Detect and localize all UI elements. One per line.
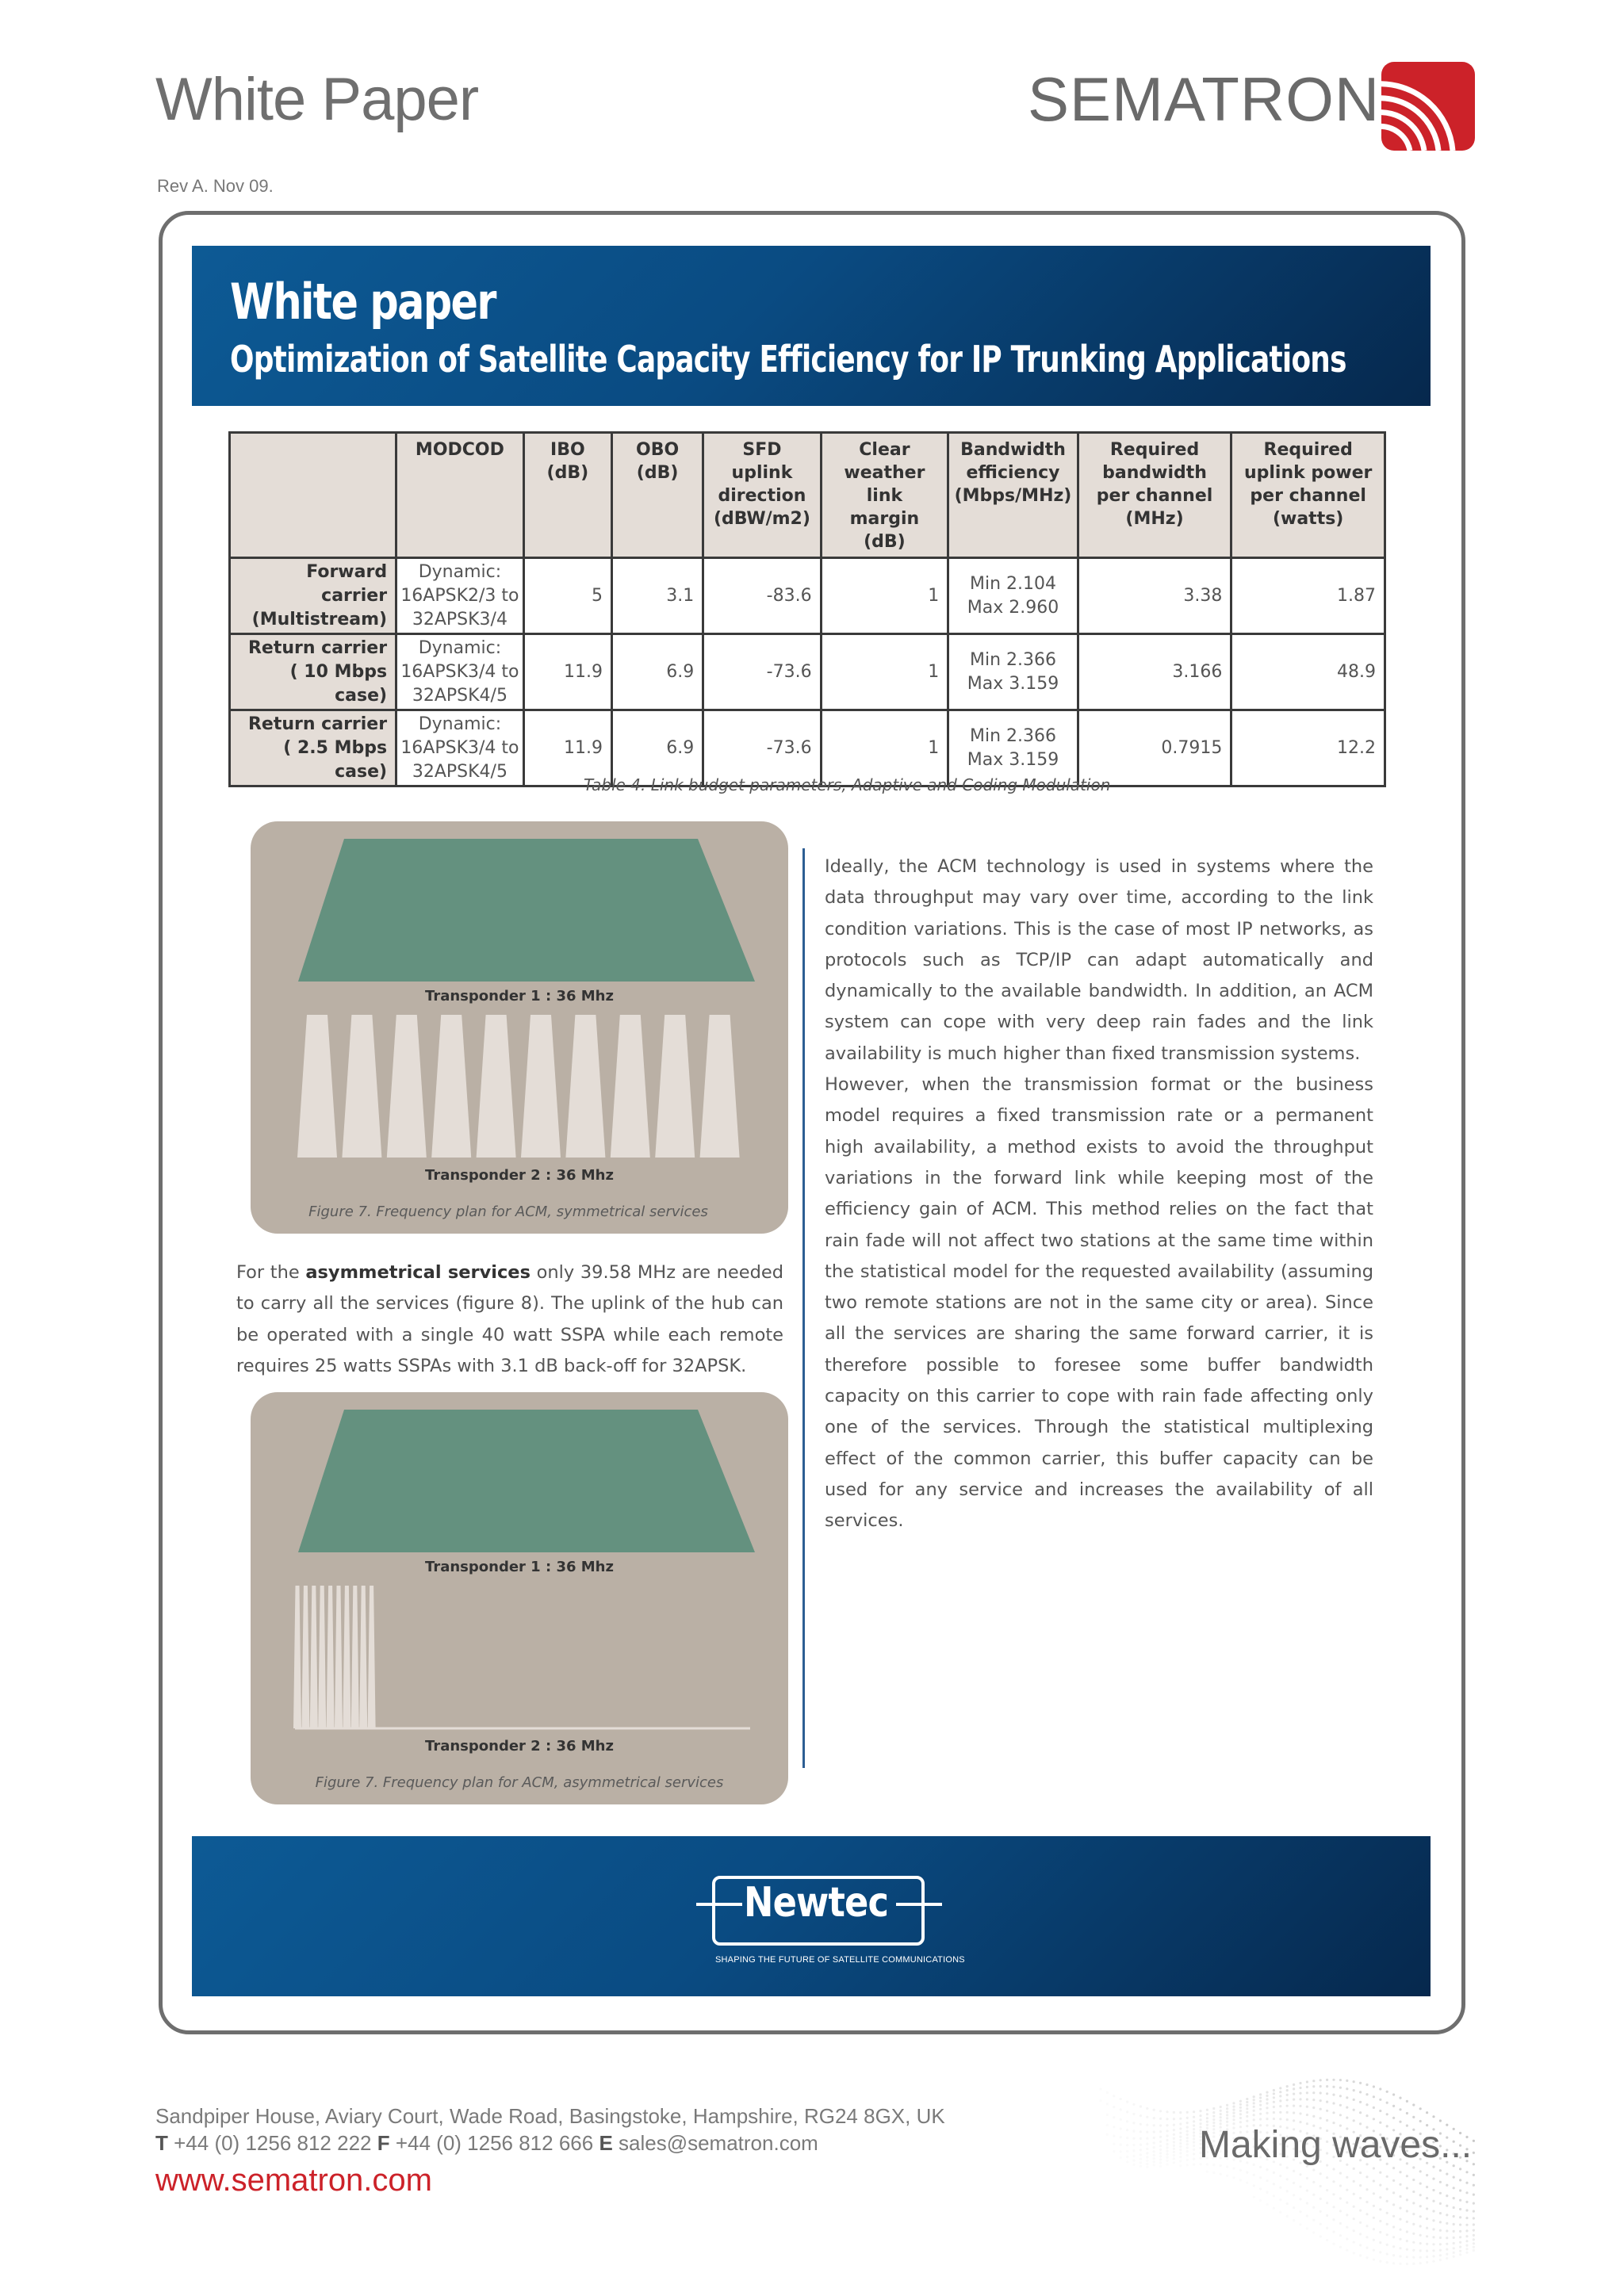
carrier-shape: [368, 1586, 376, 1728]
carrier-shape: [293, 1586, 301, 1728]
table-cell-ibo: 5: [523, 558, 611, 634]
table-cell-label: Forward carrier (Multistream): [230, 558, 396, 634]
column-header: Required uplink power per channel (watts): [1231, 433, 1385, 558]
transponder-1-shape: [298, 1410, 755, 1552]
column-header: IBO (dB): [523, 433, 611, 558]
figure-asymmetrical: [251, 1392, 788, 1804]
contact-line: [155, 2131, 818, 2156]
carrier-shape: [565, 1015, 605, 1158]
transponder-1-label: Transponder 1 : 36 Mhz: [425, 988, 614, 1004]
table-row: [230, 634, 1385, 710]
banner-title: White paper: [230, 273, 496, 331]
paragraph-text: However, when the transmission format or the business model requires a fixed transmission rate or a permanent high availability, a method exists to avoid the throughput variations in the forward link while keeping most of the efficiency gain of ACM. This method relies on the fact that rain fade will not affect two stations at the same time within the statistical model for the requested availability (assuming two remote stations are not in the same city or area). Since all the services are sharing the same forward carrier, it is therefore possible to foresee some buffer bandwidth capacity on this carrier to cope with rain fade affecting only one of the services. Through the statistical multiplexing effect of the common carrier, this buffer capacity can be used for any service and increases the availability of all services.: [825, 1074, 1373, 1532]
telephone-number: +44 (0) 1256 812 222: [167, 2131, 377, 2155]
paragraph-text: only 39.58 MHz are needed to carry all the services (figure 8). The uplink of the hub can be operated with a single 40 watt SSPA while each remote requires 25 watts SSPAs with 3.1 dB back-off for 32APSK.: [236, 1262, 783, 1376]
table-cell-obo: 6.9: [611, 710, 703, 786]
transponder-2-label: Transponder 2 : 36 Mhz: [425, 1738, 614, 1755]
table-cell-modcod: Dynamic: 16APSK3/4 to 32APSK4/5: [396, 634, 524, 710]
sematron-logo-icon: [1381, 62, 1475, 151]
carrier-shape: [521, 1015, 561, 1158]
sponsor-banner: [192, 1836, 1431, 1996]
slogan: Making waves...: [1199, 2124, 1473, 2166]
figure-symmetrical: [251, 821, 788, 1234]
fax-number: +44 (0) 1256 812 666: [389, 2131, 599, 2155]
telephone-label: T: [155, 2131, 168, 2155]
figure-caption: Figure 7. Frequency plan for ACM, asymmetrical services: [315, 1774, 724, 1791]
carrier-shape: [335, 1586, 343, 1728]
email-link[interactable]: sales@sematron.com: [612, 2131, 818, 2155]
table-cell-sfd: -83.6: [703, 558, 821, 634]
table-header-row: [230, 433, 1385, 558]
acm-paragraph: [825, 851, 1373, 1537]
carrier-shape: [342, 1015, 381, 1158]
table-cell-sfd: -73.6: [703, 710, 821, 786]
column-divider: [802, 848, 805, 1768]
table-row: [230, 558, 1385, 634]
table-cell-power: 48.9: [1231, 634, 1385, 710]
newtec-logo-text: Newtec: [744, 1879, 889, 1927]
table-cell-margin: 1: [821, 558, 948, 634]
table-cell-efficiency: Min 2.104 Max 2.960: [948, 558, 1078, 634]
table-cell-margin: 1: [821, 710, 948, 786]
table-cell-margin: 1: [821, 634, 948, 710]
carrier-shape: [700, 1015, 740, 1158]
table-cell-modcod: Dynamic: 16APSK2/3 to 32APSK3/4: [396, 558, 524, 634]
transponder-2-label: Transponder 2 : 36 Mhz: [425, 1167, 614, 1184]
title-banner: [192, 246, 1431, 406]
table-cell-efficiency: Min 2.366 Max 3.159: [948, 634, 1078, 710]
carrier-shape: [431, 1015, 471, 1158]
carrier-shape: [327, 1586, 335, 1728]
column-header: Required bandwidth per channel (MHz): [1078, 433, 1231, 558]
paragraph-text: Ideally, the ACM technology is used in systems where the data throughput may vary over time, according to the link condition variations. This is the case of most IP networks, as protocols such as TCP/IP can adapt automatically and dynamically to the available bandwidth. In addition, an ACM system can cope with very deep rain fades and the link availability is much higher than fixed transmission systems.: [825, 856, 1373, 1064]
fax-label: F: [377, 2131, 390, 2155]
link-budget-table: [228, 431, 1386, 787]
table-cell-obo: 6.9: [611, 634, 703, 710]
revision-label: Rev A. Nov 09.: [157, 176, 274, 196]
paragraph-bold-term: asymmetrical services: [305, 1262, 530, 1283]
carrier-shape: [310, 1586, 318, 1728]
column-header: SFD uplink direction (dBW/m2): [703, 433, 821, 558]
carrier-shape: [297, 1015, 337, 1158]
company-address: Sandpiper House, Aviary Court, Wade Road, Basingstoke, Hampshire, RG24 8GX, UK: [155, 2104, 945, 2128]
carrier-shape: [343, 1586, 350, 1728]
carrier-shape: [359, 1586, 367, 1728]
carrier-group: [297, 1015, 740, 1158]
column-header: [230, 433, 396, 558]
carrier-shape: [301, 1586, 309, 1728]
table-cell-power: 12.2: [1231, 710, 1385, 786]
table-cell-obo: 3.1: [611, 558, 703, 634]
column-header: Clear weather link margin (dB): [821, 433, 948, 558]
carrier-shape: [318, 1586, 326, 1728]
transponder-1-label: Transponder 1 : 36 Mhz: [425, 1559, 614, 1575]
document-header-title: White Paper: [155, 66, 479, 133]
table-cell-ibo: 11.9: [523, 634, 611, 710]
carrier-group: [293, 1586, 376, 1728]
carrier-shape: [655, 1015, 695, 1158]
table-cell-label: Return carrier ( 10 Mbps case): [230, 634, 396, 710]
website-link[interactable]: www.sematron.com: [155, 2163, 432, 2198]
table-cell-label: Return carrier ( 2.5 Mbps case): [230, 710, 396, 786]
email-label: E: [599, 2131, 613, 2155]
figure-caption: Figure 7. Frequency plan for ACM, symmetrical services: [308, 1203, 708, 1220]
paragraph-text: For the: [236, 1262, 306, 1283]
carrier-shape: [477, 1015, 516, 1158]
table-cell-modcod: Dynamic: 16APSK3/4 to 32APSK4/5: [396, 710, 524, 786]
brand-name: SEMATRON: [1028, 64, 1381, 134]
banner-subtitle: Optimization of Satellite Capacity Efficiency for IP Trunking Applications: [230, 338, 1346, 381]
column-header: Bandwidth efficiency (Mbps/MHz): [948, 433, 1078, 558]
table-cell-power: 1.87: [1231, 558, 1385, 634]
column-header: MODCOD: [396, 433, 524, 558]
carrier-shape: [611, 1015, 650, 1158]
table-caption: Table 4. Link budget parameters, Adaptive and Coding Modulation: [584, 775, 1111, 794]
table-cell-bandwidth: 0.7915: [1078, 710, 1231, 786]
carrier-shape: [387, 1015, 427, 1158]
carrier-shape: [351, 1586, 359, 1728]
table-cell-efficiency: Min 2.366 Max 3.159: [948, 710, 1078, 786]
table-cell-ibo: 11.9: [523, 710, 611, 786]
table-cell-bandwidth: 3.38: [1078, 558, 1231, 634]
table-cell-bandwidth: 3.166: [1078, 634, 1231, 710]
table-cell-sfd: -73.6: [703, 634, 821, 710]
newtec-tagline: SHAPING THE FUTURE OF SATELLITE COMMUNICATIONS: [715, 1955, 965, 1965]
column-header: OBO (dB): [611, 433, 703, 558]
transponder-1-shape: [298, 839, 755, 982]
asymmetrical-paragraph: [236, 1257, 783, 1382]
